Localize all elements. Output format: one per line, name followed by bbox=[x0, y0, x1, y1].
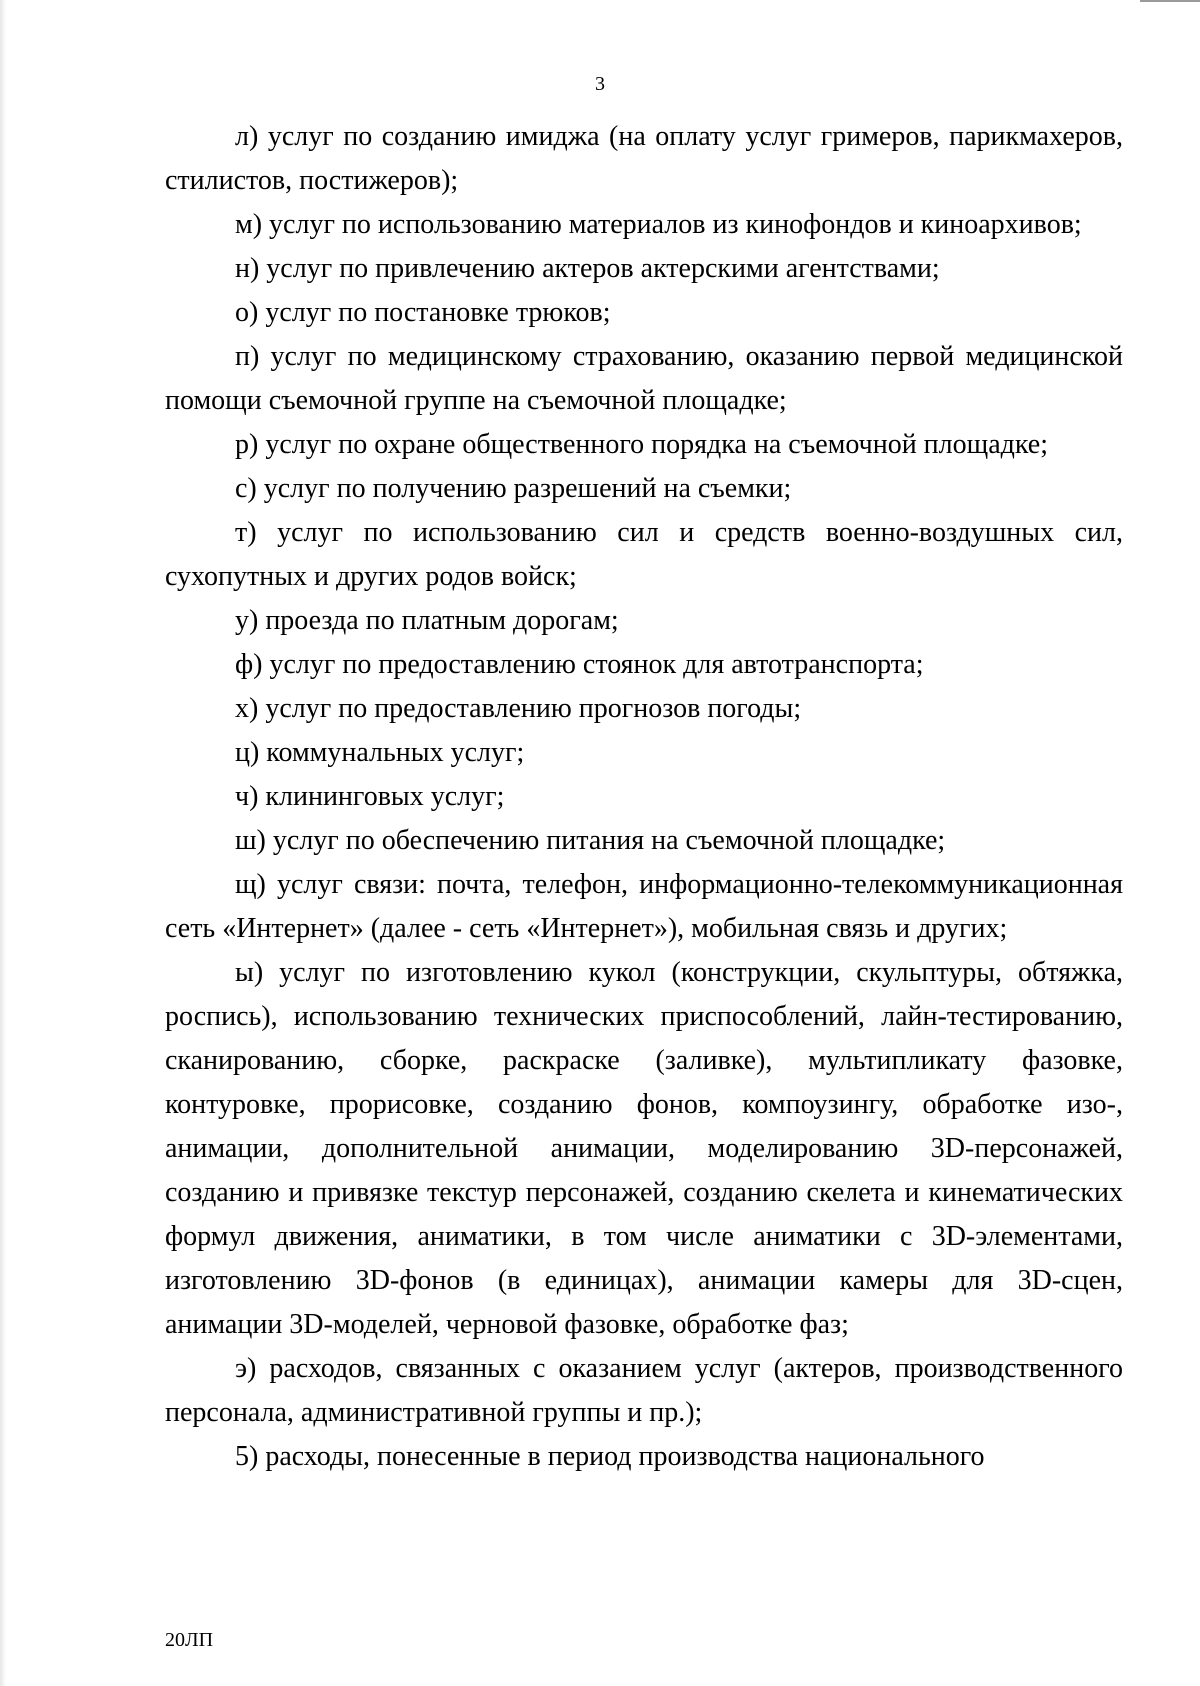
paragraph-ts: ц) коммунальных услуг; bbox=[235, 737, 525, 768]
paragraph-s: с) услуг по получению разрешений на съемки; bbox=[235, 473, 792, 504]
footer-document-code: 20ЛП bbox=[165, 1629, 214, 1651]
paragraph-r: р) услуг по охране общественного порядка на съемочной площадке; bbox=[235, 429, 1048, 460]
scan-top-line bbox=[1140, 0, 1200, 2]
paragraph-f: ф) услуг по предоставлению стоянок для автотранспорта; bbox=[235, 649, 924, 680]
paragraph-u: у) проезда по платным дорогам; bbox=[235, 605, 619, 636]
paragraph-t: т) услуг по использованию сил и средств военно-воздушных сил, сухопутных и других родов войск; bbox=[165, 517, 1123, 592]
paragraph-e: э) расходов, связанных с оказанием услуг (актеров, производственного персонала, административной группы и пр.); bbox=[165, 1353, 1123, 1428]
page-number: 3 bbox=[595, 73, 605, 95]
paragraph-m: м) услуг по использованию материалов из кинофондов и киноархивов; bbox=[235, 209, 1082, 240]
paragraph-o: о) услуг по постановке трюков; bbox=[235, 297, 611, 328]
paragraph-5: 5) расходы, понесенные в период производства национального bbox=[235, 1441, 985, 1472]
paragraph-p: п) услуг по медицинскому страхованию, оказанию первой медицинской помощи съемочной группе на съемочной площадке; bbox=[165, 341, 1123, 416]
paragraph-ch: ч) клининговых услуг; bbox=[235, 781, 505, 812]
paragraph-l: л) услуг по созданию имиджа (на оплату услуг гримеров, парикмахеров, стилистов, постижеров); bbox=[165, 121, 1123, 196]
scan-left-edge bbox=[0, 0, 6, 1686]
paragraph-sh: ш) услуг по обеспечению питания на съемочной площадке; bbox=[235, 825, 946, 856]
paragraph-shch: щ) услуг связи: почта, телефон, информационно-телекоммуникационная сеть «Интернет» (далее - сеть «Интернет»), мобильная связь и других; bbox=[165, 869, 1123, 944]
paragraph-kh: х) услуг по предоставлению прогнозов погоды; bbox=[235, 693, 802, 724]
paragraph-n: н) услуг по привлечению актеров актерскими агентствами; bbox=[235, 253, 940, 284]
document-body bbox=[165, 115, 1123, 1479]
paragraph-y: ы) услуг по изготовлению кукол (конструкции, скульптуры, обтяжка, роспись), использованию технических приспособлений, лайн-тестированию, сканированию, сборке, раскраске (заливке), мультипликату фазовке, контуровке, прорисовке, созданию фонов, компоузингу, обработке изо-, анимации, дополнительной анимации, моделированию 3D-персонажей, созданию и привязке текстур персонажей, созданию скелета и кинематических формул движения, аниматики, в том числе аниматики с 3D-элементами, изготовлению 3D-фонов (в единицах), анимации камеры для 3D-сцен, анимации 3D-моделей, черновой фазовке, обработке фаз; bbox=[165, 957, 1123, 1340]
